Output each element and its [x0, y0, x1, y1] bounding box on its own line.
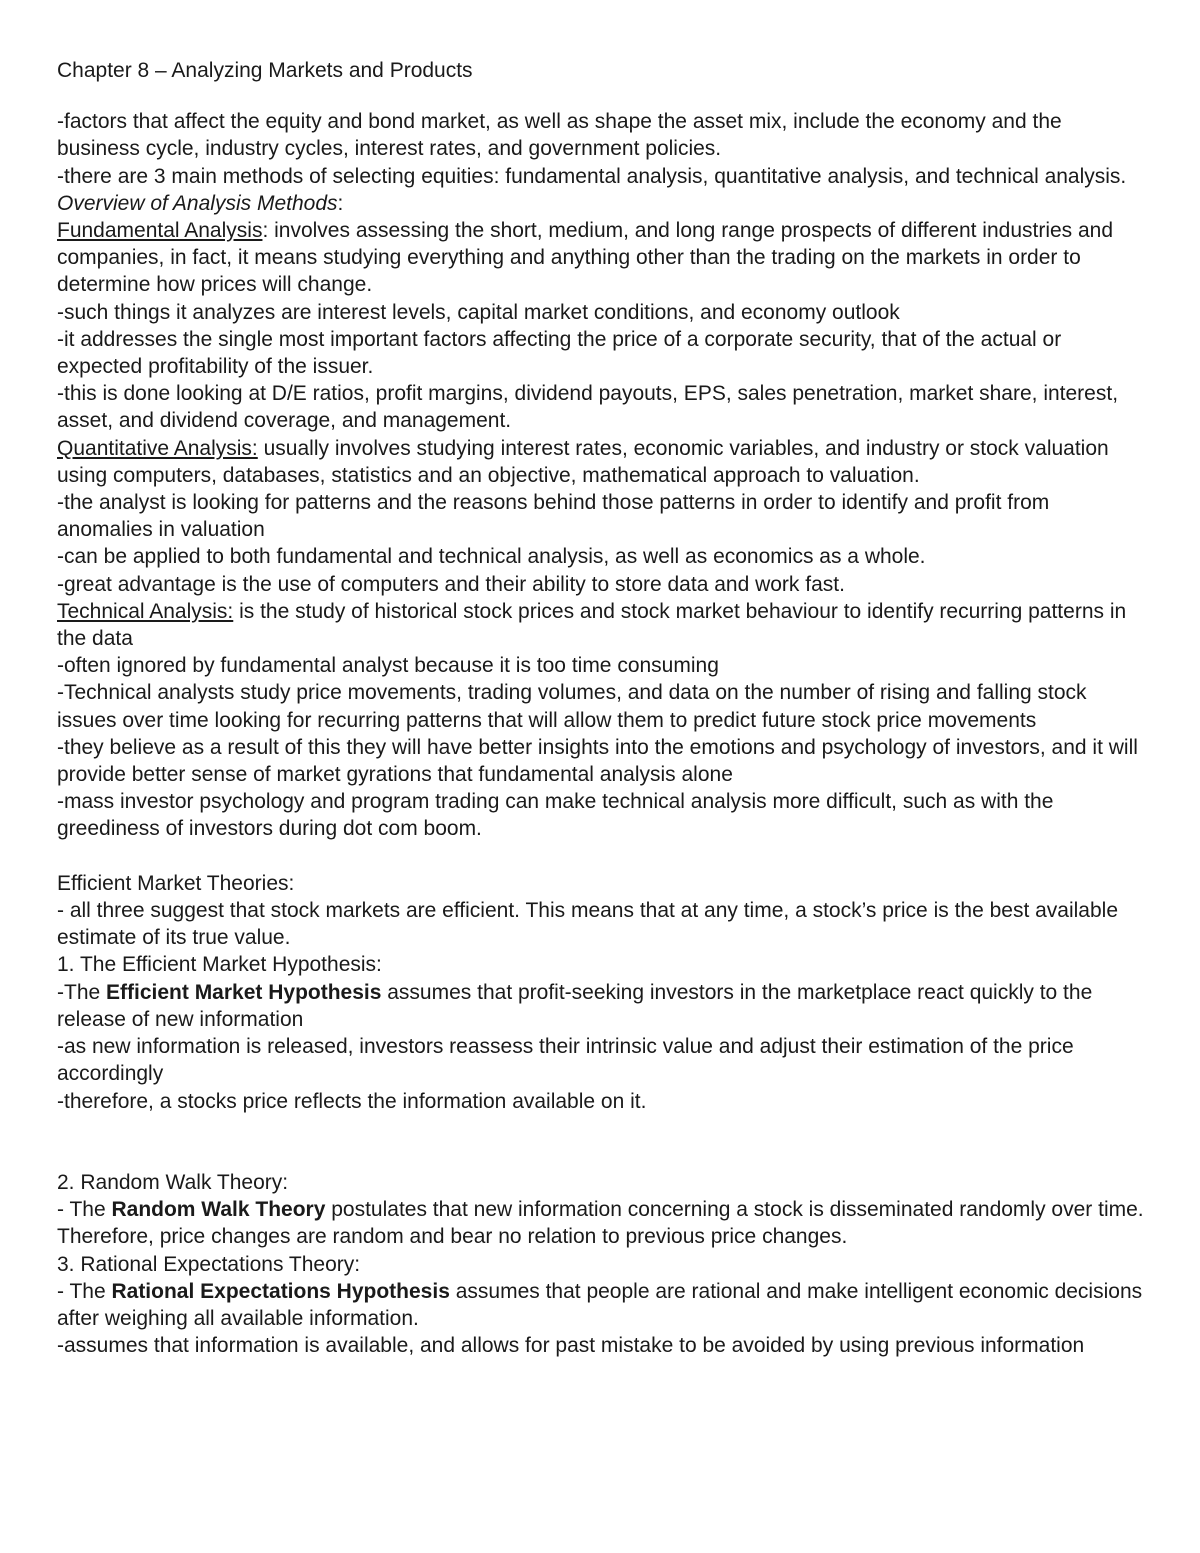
technical-point: -they believe as a result of this they will have better insights into the emotions and psychology of investors, and it will provide better sense of market gyrations that fundamental analysis alone	[57, 735, 1138, 787]
emh-heading: 1. The Efficient Market Hypothesis:	[57, 953, 382, 977]
emh-definition	[57, 979, 1147, 1033]
overview-colon: :	[337, 191, 344, 215]
emh-term: Efficient Market Hypothesis	[106, 980, 382, 1004]
technical-point: -Technical analysts study price movements, trading volumes, and data on the number of rising and falling stock issues over time looking for recurring patterns that will allow them to predict future stock price movements	[57, 681, 1087, 732]
fundamental-definition	[57, 217, 1147, 299]
re-definition	[57, 1278, 1147, 1332]
emt-heading: Efficient Market Theories:	[57, 871, 295, 895]
rw-definition-text: postulates that new information concerning a stock is disseminated randomly over time. Therefore, price changes are random and bear no relation to previous price changes.	[57, 1198, 1144, 1249]
emh-point: -as new information is released, investors reassess their intrinsic value and adjust their estimation of the price accordingly	[57, 1035, 1074, 1086]
emh-point: -therefore, a stocks price reflects the information available on it.	[57, 1089, 647, 1113]
technical-definition-text: is the study of historical stock prices and stock market behaviour to identify recurring patterns in the data	[57, 599, 1127, 651]
technical-definition	[57, 598, 1147, 652]
quantitative-definition-text: usually involves studying interest rates, economic variables, and industry or stock valuation using computers, databases, statistics and an objective, mathematical approach to valuation.	[57, 436, 1109, 487]
re-prefix: - The	[57, 1279, 112, 1303]
quantitative-point: -can be applied to both fundamental and technical analysis, as well as economics as a whole.	[57, 545, 926, 569]
spacer	[57, 843, 1147, 870]
spacer	[57, 1115, 1147, 1142]
emt-summary: - all three suggest that stock markets are efficient. This means that at any time, a stock’s price is the best available estimate of its true value.	[57, 899, 1119, 950]
intro-paragraph: -there are 3 main methods of selecting equities: fundamental analysis, quantitative analysis, and technical analysis.	[57, 164, 1127, 188]
quantitative-point: -the analyst is looking for patterns and the reasons behind those patterns in order to identify and profit from anomalies in valuation	[57, 491, 1050, 542]
fundamental-term: Fundamental Analysis	[57, 219, 263, 243]
rw-heading: 2. Random Walk Theory:	[57, 1171, 289, 1195]
emh-definition-text: assumes that profit-seeking investors in the marketplace react quickly to the release of new information	[57, 980, 1093, 1031]
spacer	[57, 1142, 1147, 1169]
rw-term: Random Walk Theory	[111, 1198, 326, 1222]
re-heading: 3. Rational Expectations Theory:	[57, 1252, 361, 1276]
rw-prefix: - The	[57, 1198, 112, 1222]
overview-heading: Overview of Analysis Methods	[57, 191, 338, 215]
quantitative-point: -great advantage is the use of computers and their ability to store data and work fast.	[57, 572, 845, 596]
fundamental-point: -such things it analyzes are interest levels, capital market conditions, and economy outlook	[57, 300, 900, 324]
overview-heading-line	[57, 190, 1147, 217]
rw-definition	[57, 1196, 1147, 1250]
quantitative-term: Quantitative Analysis:	[57, 436, 258, 460]
fundamental-point: -this is done looking at D/E ratios, profit margins, dividend payouts, EPS, sales penetration, market share, interest, asset, and dividend coverage, and management.	[57, 382, 1119, 433]
chapter-title: Chapter 8 – Analyzing Markets and Products	[57, 59, 473, 82]
technical-point: -mass investor psychology and program trading can make technical analysis more difficult, such as with the greediness of investors during dot com boom.	[57, 790, 1054, 841]
re-term: Rational Expectations Hypothesis	[111, 1279, 450, 1303]
re-definition-text: assumes that people are rational and make intelligent economic decisions after weighing all available information.	[57, 1279, 1143, 1331]
fundamental-point: -it addresses the single most important factors affecting the price of a corporate security, that of the actual or expected profitability of the issuer.	[57, 327, 1062, 379]
technical-point: -often ignored by fundamental analyst because it is too time consuming	[57, 654, 719, 678]
quantitative-definition	[57, 435, 1147, 489]
emh-prefix: -The	[57, 980, 107, 1004]
document-page	[57, 57, 1147, 1360]
technical-term: Technical Analysis:	[57, 599, 234, 623]
fundamental-definition-text: : involves assessing the short, medium, and long range prospects of different industries and companies, in fact, it means studying everything and anything other than the trading on the markets in order to determine how prices will change.	[57, 219, 1114, 297]
intro-paragraph: -factors that affect the equity and bond market, as well as shape the asset mix, include the economy and the business cycle, industry cycles, interest rates, and government policies.	[57, 110, 1062, 161]
re-point: -assumes that information is available, and allows for past mistake to be avoided by using previous information	[57, 1334, 1085, 1358]
